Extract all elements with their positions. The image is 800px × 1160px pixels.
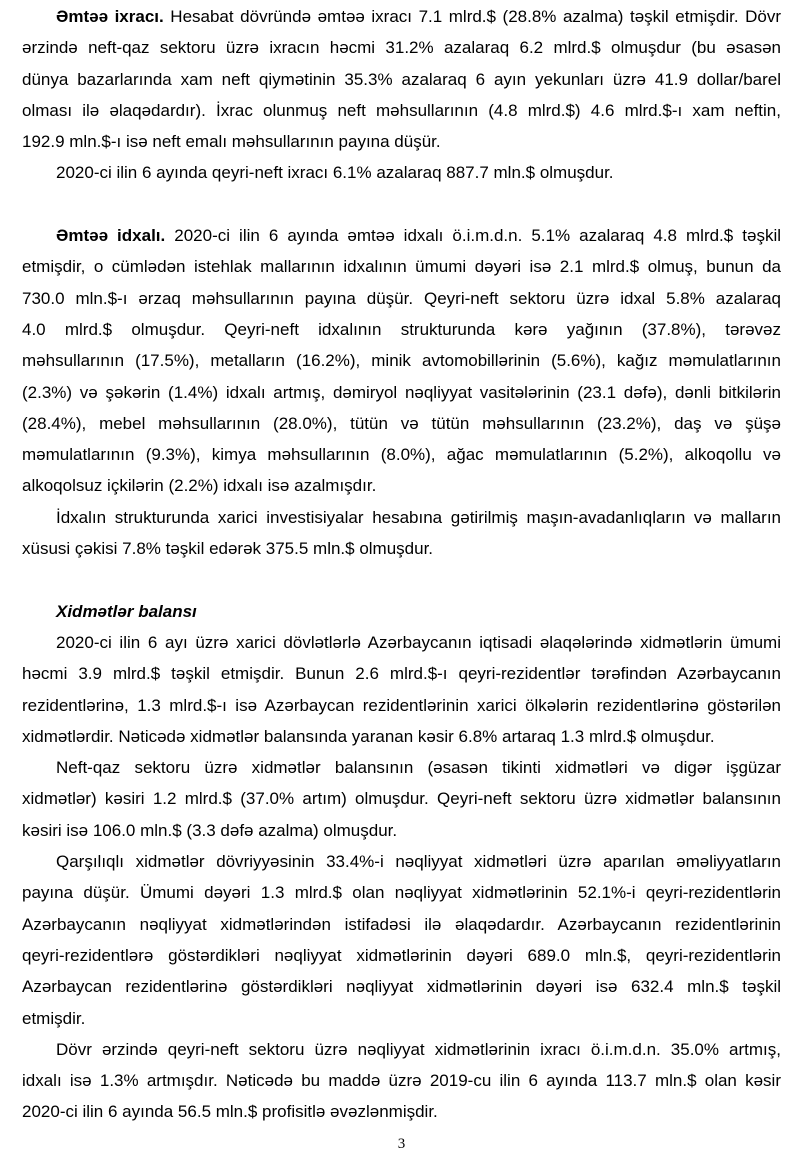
text-line: olması ilə əlaqədardır). İxrac olunmuş neft məhsullarının (4.8 mlrd.$) 4.6 mlrd.$-ı xam neftin, <box>22 100 781 120</box>
text-line: 2020-ci ilin 6 ayı üzrə xarici dövlətlərlə Azərbaycanın iqtisadi əlaqələrində xidmətlərin ümumi <box>56 632 781 652</box>
text-line: xüsusi çəkisi 7.8% təşkil edərək 375.5 mln.$ olmuşdur. <box>22 539 434 559</box>
text-line: İdxalın strukturunda xarici investisiyalar hesabına gətirilmiş maşın-avadanlıqların və malların <box>56 507 781 527</box>
paragraph-import-structure <box>22 502 781 565</box>
paragraph-nonoil-transport <box>22 1034 781 1128</box>
text-line: ərzində neft-qaz sektoru üzrə ixracın həcmi 31.2% azalaraq 6.2 mlrd.$ olmuşdur (bu əsasən <box>22 38 781 58</box>
paragraph-transport-services <box>22 846 781 1034</box>
text-run: 2020-ci ilin 6 ayında əmtəə idxalı ö.i.m.d.n. 5.1% azalaraq 4.8 mlrd.$ təşkil <box>165 226 781 246</box>
text-line <box>22 1 781 32</box>
text-line: Dövr ərzində qeyri-neft sektoru üzrə nəqliyyat xidmətlərinin ixracı ö.i.m.d.n. 35.0% artmış, <box>56 1039 781 1059</box>
paragraph-lead: Əmtəə idxalı. <box>56 226 166 246</box>
text-line: Azərbaycanın nəqliyyat xidmətlərindən istifadəsi ilə əlaqədardır. Azərbaycanın rezidentlərinin <box>22 914 781 934</box>
paragraph-lead: Əmtəə ixracı. <box>56 7 164 26</box>
blank-line <box>22 189 781 220</box>
text-line: qeyri-rezidentlərə göstərdikləri nəqliyyat xidmətlərinin dəyəri 689.0 mln.$, qeyri-rezidentlərin <box>22 945 781 965</box>
blank-line <box>22 564 781 595</box>
text-line: 4.0 mlrd.$ olmuşdur. Qeyri-neft idxalının strukturunda kərə yağının (37.8%), tərəvəz <box>22 319 781 339</box>
text-line: həcmi 3.9 mlrd.$ təşkil etmişdir. Bunun 2.6 mlrd.$-ı qeyri-rezidentlər tərəfindən Azərbaycanın <box>22 664 781 684</box>
text-line: məhsullarının (17.5%), metalların (16.2%), minik avtomobillərinin (5.6%), kağız məmulatlarının <box>22 351 781 371</box>
text-line: Neft-qaz sektoru üzrə xidmətlər balansının (əsasən tikinti xidmətləri və digər işgüzar <box>56 758 781 778</box>
text-line: məmulatlarının (9.3%), kimya məhsullarının (8.0%), ağac məmulatlarının (5.2%), alkoqollu və <box>22 445 781 465</box>
text-run: Hesabat dövründə əmtəə ixracı 7.1 mlrd.$ (28.8% azalma) təşkil etmişdir. Dövr <box>163 7 781 26</box>
text-line: rezidentlərinə, 1.3 mlrd.$-ı isə Azərbaycan rezidentlərinin xarici ölkələrin rezidentlərinə göstərilən <box>22 695 781 715</box>
paragraph-oil-gas-services <box>22 752 781 846</box>
section-heading-services-balance: Xidmətlər balansı <box>56 601 197 621</box>
text-line: 2020-ci ilin 6 ayında qeyri-neft ixracı 6.1% azalaraq 887.7 mln.$ olmuşdur. <box>56 163 614 183</box>
paragraph-services-total <box>22 627 781 752</box>
text-line: (2.3%) və şəkərin (1.4%) idxalı artmış, dəmiryol nəqliyyat vasitələrinin (23.1 dəfə), dənli bitkilərin <box>22 382 781 402</box>
text-line: 192.9 mln.$-ı isə neft emalı məhsullarının payına düşür. <box>22 132 441 152</box>
paragraph-commodity-imports <box>22 220 781 502</box>
text-line: Qarşılıqlı xidmətlər dövriyyəsinin 33.4%-i nəqliyyat xidmətləri üzrə aparılan əməliyyatların <box>56 852 781 872</box>
page-number: 3 <box>397 1135 406 1152</box>
text-line <box>22 220 781 251</box>
paragraph-commodity-exports <box>22 1 781 157</box>
text-line: 2020-ci ilin 6 ayında 56.5 mln.$ profisitlə əvəzlənmişdir. <box>22 1102 438 1122</box>
paragraph-nonoil-exports <box>22 157 781 188</box>
text-line: (28.4%), mebel məhsullarının (28.0%), tütün və tütün məhsullarının (23.2%), daş və şüşə <box>22 413 781 433</box>
text-line: kəsiri isə 106.0 mln.$ (3.3 dəfə azalma) olmuşdur. <box>22 820 398 840</box>
text-line: alkoqolsuz içkilərin (2.2%) idxalı isə azalmışdır. <box>22 476 377 496</box>
text-line: dünya bazarlarında xam neft qiymətinin 35.3% azalaraq 6 ayın yekunları üzrə 41.9 dollar/barel <box>22 69 781 89</box>
text-line: xidmətlərdir. Nəticədə xidmətlər balansında yaranan kəsir 6.8% artaraq 1.3 mlrd.$ olmuşdur. <box>22 726 715 746</box>
text-line: etmişdir. <box>22 1008 86 1028</box>
text-line: Azərbaycan rezidentlərinə göstərdikləri nəqliyyat xidmətlərinin dəyəri isə 632.4 mln.$ təşkil <box>22 977 781 997</box>
text-line: idxalı isə 1.3% artmışdır. Nəticədə bu maddə üzrə 2019-cu ilin 6 ayında 113.7 mln.$ olan kəsir <box>22 1071 781 1091</box>
text-line: etmişdir, o cümlədən istehlak mallarının idxalının ümumi dəyəri isə 2.1 mlrd.$ olmuş, bunun da <box>22 257 781 277</box>
text-line: xidmətlər) kəsiri 1.2 mlrd.$ (37.0% artım) olmuşdur. Qeyri-neft sektoru üzrə xidmətlər balansının <box>22 789 781 809</box>
text-line: 730.0 mln.$-ı ərzaq məhsullarının payına düşür. Qeyri-neft sektoru üzrə idxal 5.8% azalaraq <box>22 288 781 308</box>
text-line: payına düşür. Ümumi dəyəri 1.3 mlrd.$ olan nəqliyyat xidmətlərinin 52.1%-i qeyri-rezidentlərin <box>22 883 781 903</box>
